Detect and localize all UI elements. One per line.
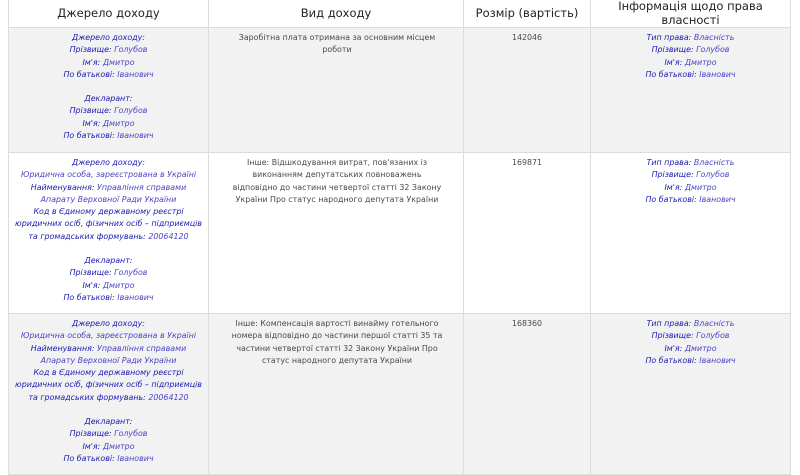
declarant-patronymic-line: По батькові: Іванович [63, 131, 154, 141]
right-type: Власність [693, 33, 735, 42]
income-amount-cell: 169871 [464, 153, 591, 314]
header-kind: Вид доходу [209, 0, 464, 28]
owner-patronymic: Іванович [699, 69, 736, 79]
source-surname: Голубов [114, 45, 148, 55]
ownership-cell [591, 153, 791, 314]
owner-surname-line: Прізвище: Голубов [651, 45, 730, 55]
ownership-cell [591, 314, 791, 475]
table-row [9, 153, 791, 314]
source-code: 20064120 [148, 392, 189, 402]
income-source-cell [9, 153, 209, 314]
income-source-cell [9, 314, 209, 475]
income-kind-cell: Інше: Компенсація вартості винайму готельного номера відповідно до частини першої статті 35 та частини четвертої статті 32 Закону України Про статус народного депутата України [209, 314, 464, 475]
source-heading: Джерело доходу: [72, 33, 145, 42]
header-amount: Розмір (вартість) [464, 0, 591, 28]
owner-name: Дмитро [684, 182, 717, 192]
table-header-row [9, 0, 791, 28]
source-heading: Джерело доходу: [72, 158, 145, 167]
right-type-line: Тип права: Власність [646, 319, 735, 328]
owner-surname-line: Прізвище: Голубов [651, 331, 730, 341]
income-table [8, 0, 791, 475]
declarant-patronymic: Іванович [117, 292, 154, 302]
owner-patronymic-line: По батькові: Іванович [645, 69, 736, 79]
table-row [9, 314, 791, 475]
owner-patronymic: Іванович [699, 355, 736, 365]
income-kind-cell: Заробітна плата отримана за основним місцем роботи [209, 28, 464, 153]
source-legal-name-line: Найменування: Управління справами Апарату Верховної Ради України [30, 182, 187, 204]
owner-name-line: Ім'я: Дмитро [664, 343, 717, 353]
owner-name-line: Ім'я: Дмитро [664, 57, 717, 67]
declarant-surname-line: Прізвище: Голубов [69, 268, 148, 278]
income-amount-cell: 168360 [464, 314, 591, 475]
owner-surname: Голубов [696, 170, 730, 180]
owner-patronymic-line: По батькові: Іванович [645, 355, 736, 365]
declarant-heading: Декларант: [84, 417, 133, 427]
source-name-line: Ім'я: Дмитро [82, 57, 135, 67]
ownership-cell [591, 28, 791, 153]
declarant-name-line: Ім'я: Дмитро [82, 118, 135, 128]
source-code: 20064120 [148, 231, 189, 241]
declarant-surname-line: Прізвище: Голубов [69, 429, 148, 439]
owner-patronymic: Іванович [699, 194, 736, 204]
right-type: Власність [693, 319, 735, 328]
source-legal-name: Управління справами Апарату Верховної Ради України [40, 343, 187, 365]
declarant-patronymic: Іванович [117, 453, 154, 463]
right-type-line: Тип права: Власність [646, 158, 735, 167]
income-source-cell [9, 28, 209, 153]
declarant-patronymic-line: По батькові: Іванович [63, 453, 154, 463]
owner-name: Дмитро [684, 343, 717, 353]
declarant-heading: Декларант: [84, 94, 133, 104]
header-ownership: Інформація щодо права власності [591, 0, 791, 28]
declarant-patronymic-line: По батькові: Іванович [63, 292, 154, 302]
source-surname-line: Прізвище: Голубов [69, 45, 148, 55]
declarant-patronymic: Іванович [117, 131, 154, 141]
owner-surname-line: Прізвище: Голубов [651, 170, 730, 180]
source-heading: Джерело доходу: [72, 319, 145, 328]
declarant-heading: Декларант: [84, 256, 133, 266]
declarant-name-line: Ім'я: Дмитро [82, 280, 135, 290]
declarant-surname: Голубов [114, 106, 148, 116]
right-type-line: Тип права: Власність [646, 33, 735, 42]
source-entity-type: Юридична особа, зареєстрована в Україні [20, 170, 197, 180]
source-patronymic-line: По батькові: Іванович [63, 69, 154, 79]
source-code-line: Код в Єдиному державному реєстрі юридичних осіб, фізичних осіб – підприємців та громадських формувань: 20064120 [15, 368, 202, 402]
header-source: Джерело доходу [9, 0, 209, 28]
table-row [9, 28, 791, 153]
source-legal-name: Управління справами Апарату Верховної Ради України [40, 182, 187, 204]
declarant-name-line: Ім'я: Дмитро [82, 441, 135, 451]
source-patronymic: Іванович [117, 69, 154, 79]
declarant-name: Дмитро [102, 441, 135, 451]
owner-surname: Голубов [696, 331, 730, 341]
declarant-surname-line: Прізвище: Голубов [69, 106, 148, 116]
income-kind-cell: Інше: Відшкодування витрат, пов'язаних із виконанням депутатських повноважень відповідно до частини четвертої статті 32 Закону України Про статус народного депутата України [209, 153, 464, 314]
source-name: Дмитро [102, 57, 135, 67]
source-legal-name-line: Найменування: Управління справами Апарату Верховної Ради України [30, 343, 187, 365]
declarant-name: Дмитро [102, 280, 135, 290]
owner-name-line: Ім'я: Дмитро [664, 182, 717, 192]
declarant-surname: Голубов [114, 429, 148, 439]
right-type: Власність [693, 158, 735, 167]
owner-surname: Голубов [696, 45, 730, 55]
declarant-surname: Голубов [114, 268, 148, 278]
source-code-line: Код в Єдиному державному реєстрі юридичних осіб, фізичних осіб – підприємців та громадських формувань: 20064120 [15, 207, 202, 241]
owner-patronymic-line: По батькові: Іванович [645, 194, 736, 204]
owner-name: Дмитро [684, 57, 717, 67]
source-entity-type: Юридична особа, зареєстрована в Україні [20, 331, 197, 341]
declarant-name: Дмитро [102, 118, 135, 128]
income-amount-cell: 142046 [464, 28, 591, 153]
